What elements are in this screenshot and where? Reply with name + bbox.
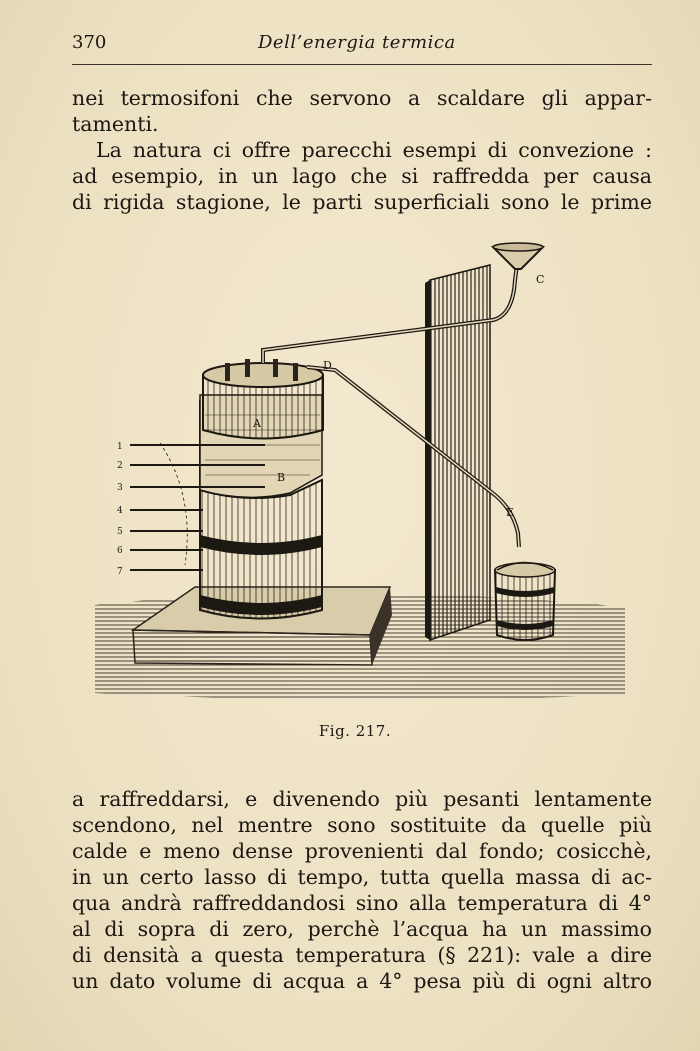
figure-caption (0, 722, 700, 740)
text-line: nei termosifoni che servono a scaldare gli appar- (72, 86, 652, 110)
page-number: 370 (72, 32, 107, 53)
rod-label-7: 7 (117, 567, 123, 577)
text-line: La natura ci offre parecchi esempi di convezione : (96, 138, 652, 162)
text-line: un dato volume di acqua a 4° pesa più di ogni altro (72, 969, 652, 993)
text-line: al di sopra di zero, perchè l’acqua ha un massimo (72, 917, 652, 941)
label-C: C (536, 273, 545, 286)
text-line: scendono, nel mentre sono sostituite da quelle più (72, 813, 652, 837)
rod-label-6: 6 (117, 546, 123, 556)
figure-engraving (85, 235, 630, 705)
text-line: a raffreddarsi, e divenendo più pesanti lentamente (72, 787, 652, 811)
rod-label-1: 1 (117, 442, 123, 452)
text-line: di densità a questa temperatura (§ 221): vale a dire (72, 943, 652, 967)
header-rule (72, 64, 652, 65)
text-line: ad esempio, in un lago che si raffredda per causa (72, 164, 652, 188)
text-line: qua andrà raffreddandosi sino alla temperatura di 4° (72, 891, 652, 915)
page-header (72, 30, 652, 60)
vessel (200, 359, 323, 619)
figure-caption-text: Fig. 217. (318, 722, 392, 740)
text-line: di rigida stagione, le parti superficiali sono le prime (72, 190, 652, 214)
running-title: Dell’energia termica (258, 32, 456, 53)
text-line: in un certo lasso di tempo, tutta quella massa di ac- (72, 865, 652, 889)
rod-label-4: 4 (117, 506, 123, 516)
rod-label-2: 2 (117, 461, 123, 471)
text-line: tamenti. (72, 112, 159, 136)
paragraph-bottom (72, 786, 652, 994)
label-D: D (323, 359, 332, 372)
label-B: B (277, 471, 286, 484)
label-E: E (506, 506, 515, 519)
paragraph-top (72, 85, 652, 215)
label-A: A (253, 417, 261, 430)
text-line: calde e meno dense provenienti dal fondo; cosicchè, (72, 839, 652, 863)
rod-label-5: 5 (117, 527, 123, 537)
funnel (493, 243, 543, 269)
rod-label-3: 3 (117, 483, 123, 493)
bucket (495, 563, 555, 641)
